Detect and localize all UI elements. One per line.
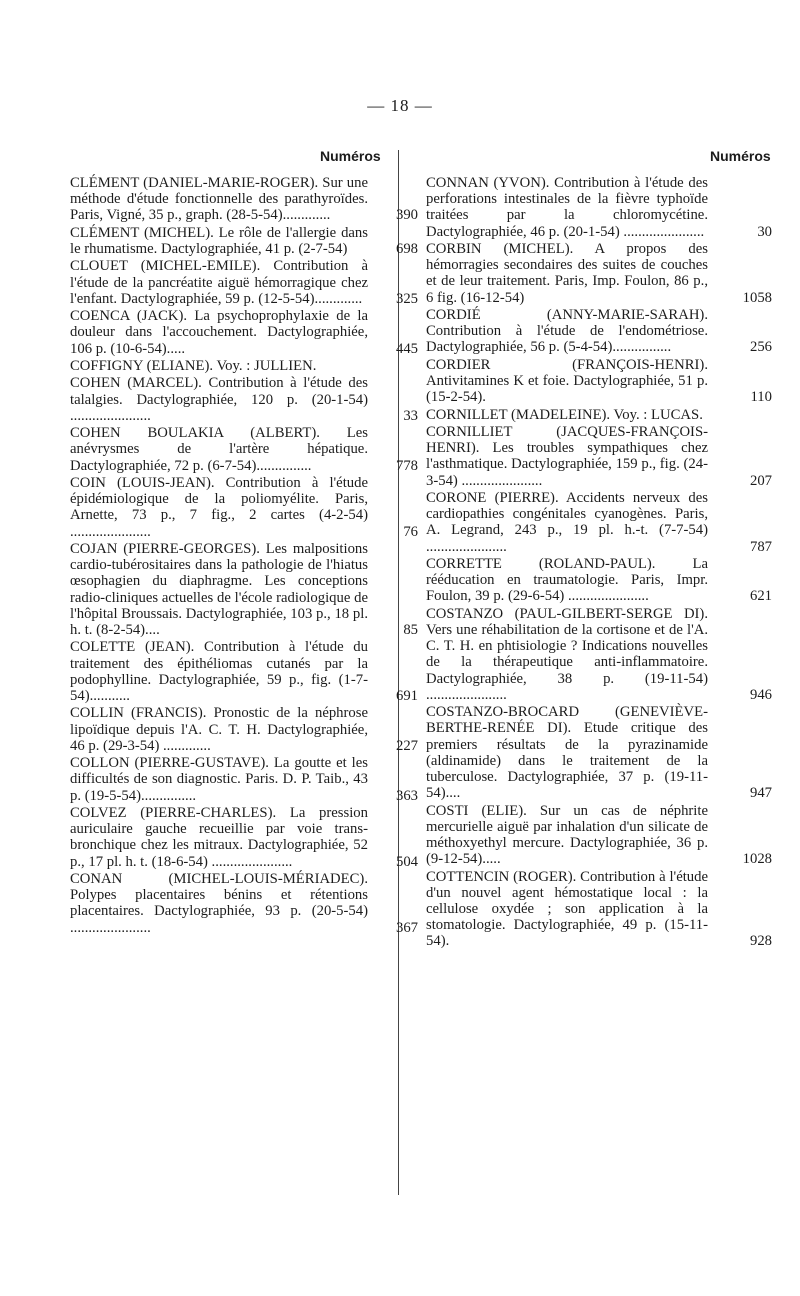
entry-text: COSTANZO-BROCARD (GENEVIÈVE-BERTHE-RENÉE DI). Etude critique des premiers résultats de la pyrazinamide (aldinamide) dans le traitement de la tuberculose. Dactylographiée, 37 p. (19-11-54).... — [426, 704, 708, 802]
entry-number: 227 — [395, 737, 418, 754]
entry-number: 947 — [749, 785, 772, 802]
entry-number: 504 — [395, 853, 418, 870]
entry-number: 928 — [749, 933, 772, 950]
entry-text: CONNAN (YVON). Contribution à l'étude des perforations intestinales de la fièvre typhoïde traitées par la chloromycétine. Dactylographiée, 46 p. (20-1-54) ...................... — [426, 175, 708, 240]
entry-number: 367 — [395, 919, 418, 936]
entry-text: CORDIER (FRANÇOIS-HENRI). Antivitamines K et foie. Dactylographiée, 51 p. (15-2-54). — [426, 356, 708, 406]
bibliography-entry — [70, 258, 418, 307]
entry-text: CORBIN (MICHEL). A propos des hémorragies secondaires des suites de couches et de leur traitement. Paris, Imp. Foulon, 86 p., 6 fig. (16-12-54) — [426, 241, 708, 306]
bibliography-entry — [426, 704, 772, 802]
entry-number: 390 — [395, 207, 418, 224]
entry-number: 946 — [749, 686, 772, 703]
bibliography-entry — [426, 307, 772, 356]
entry-text: COIN (LOUIS-JEAN). Contribution à l'étude épidémiologique de la poliomyélite. Paris, Arnette, 73 p., 7 fig., 2 cartes (4-2-54) ...................... — [70, 474, 368, 540]
bibliography-entry — [70, 224, 418, 257]
entry-text: COLVEZ (PIERRE-CHARLES). La pression auriculaire gauche recueillie par voie trans-bronchique chez les mitraux. Dactylographiée, 52 p., 17 pl. h. t. (18-6-54) ...................... — [70, 804, 368, 870]
entry-text: COENCA (JACK). La psychoprophylaxie de la douleur dans l'accouchement. Dactylographiée, 106 p. (10-6-54)..... — [70, 308, 368, 357]
entry-number: 207 — [749, 472, 772, 489]
entry-number: 1028 — [742, 851, 772, 868]
bibliography-entry — [426, 605, 772, 703]
bibliography-entry — [70, 474, 418, 540]
bibliography-entry — [70, 705, 418, 754]
bibliography-entry — [70, 639, 418, 704]
right-column-header: Numéros — [710, 148, 771, 164]
right-column — [426, 175, 772, 951]
left-column-header: Numéros — [320, 148, 381, 164]
bibliography-entry — [426, 868, 772, 950]
entry-number: 85 — [403, 621, 418, 638]
entry-text: COJAN (PIERRE-GEORGES). Les malpositions cardio-tubérositaires dans la pathologie de l'hiatus œsophagien du diaphragme. Les conceptions radio-cliniques actuelles de l'école radiologique de l'hôpital Broussais. Dactylographiée, 103 p., 18 pl. h. t. (8-2-54).... — [70, 540, 368, 638]
bibliography-entry — [426, 423, 772, 489]
entry-text: CORDIÉ (ANNY-MARIE-SARAH). Contribution à l'étude de l'endométriose. Dactylographiée, 56 p. (5-4-54)................ — [426, 307, 708, 356]
entry-number: 256 — [749, 339, 772, 356]
entry-text: CLÉMENT (DANIEL-MARIE-ROGER). Sur une méthode d'étude fonctionnelle des parathyroïdes. Paris, Vigné, 35 p., graph. (28-5-54)............. — [70, 175, 368, 224]
entry-number: 325 — [395, 290, 418, 307]
entry-text: COLLIN (FRANCIS). Pronostic de la néphrose lipoïdique depuis l'A. C. T. H. Dactylographiée, 46 p. (29-3-54) ............. — [70, 705, 368, 754]
entry-text: CORONE (PIERRE). Accidents nerveux des cardiopathies congénitales cyanogènes. Paris, A. Legrand, 243 p., 19 pl. h.-t. (7-7-54) ...................... — [426, 489, 708, 555]
entry-number: 33 — [403, 407, 418, 424]
entry-text: CONAN (MICHEL-LOUIS-MÉRIADEC). Polypes placentaires bénins et rétentions placentaires. Dactylographiée, 93 p. (20-5-54) ...................... — [70, 870, 368, 936]
entry-number: 778 — [395, 457, 418, 474]
entry-text: COHEN (MARCEL). Contribution à l'étude des talalgies. Dactylographiée, 120 p. (20-1-54) ...................... — [70, 375, 368, 424]
bibliography-entry — [426, 489, 772, 555]
entry-number: 621 — [749, 588, 772, 605]
entry-number: 445 — [395, 340, 418, 357]
entry-number: 110 — [750, 389, 772, 406]
entry-text: CORRETTE (ROLAND-PAUL). La rééducation en traumatologie. Paris, Impr. Foulon, 39 p. (29-6-54) ...................... — [426, 555, 708, 605]
entry-text: CORNILLET (MADELEINE). Voy. : LUCAS. — [426, 406, 703, 423]
bibliography-entry — [70, 804, 418, 870]
entry-text: COLLON (PIERRE-GUSTAVE). La goutte et les difficultés de son diagnostic. Paris. D. P. Taib., 43 p. (19-5-54)............... — [70, 755, 368, 804]
bibliography-entry — [70, 358, 390, 374]
entry-number: 76 — [403, 523, 418, 540]
entry-text: COFFIGNY (ELIANE). Voy. : JULLIEN. — [70, 357, 317, 374]
bibliography-entry — [426, 356, 772, 406]
entry-number: 691 — [395, 687, 418, 704]
bibliography-entry — [70, 175, 418, 224]
entry-text: CLOUET (MICHEL-EMILE). Contribution à l'étude de la pancréatite aiguë hémorragique chez l'enfant. Dactylographiée, 59 p. (12-5-54)............. — [70, 258, 368, 307]
bibliography-entry — [426, 241, 772, 306]
entry-text: COSTI (ELIE). Sur un cas de néphrite mercurielle aiguë par inhalation d'un silicate de méthoxyethyl mercure. Dactylographiée, 36 p. (9-12-54)..... — [426, 802, 708, 868]
bibliography-entry — [426, 555, 772, 605]
entry-text: CORNILLIET (JACQUES-FRANÇOIS-HENRI). Les troubles sympathiques chez l'asthmatique. Dactylographiée, 159 p., fig. (24-3-54) ...................... — [426, 423, 708, 489]
entry-number: 1058 — [742, 289, 772, 306]
bibliography-entry — [426, 802, 772, 868]
bibliography-entry — [70, 425, 418, 474]
page-number: — 18 — — [367, 96, 433, 115]
bibliography-entry — [70, 375, 418, 424]
left-column — [70, 175, 418, 937]
bibliography-entry — [426, 407, 726, 423]
entry-text: COTTENCIN (ROGER). Contribution à l'étude d'un nouvel agent hémostatique local : la cellulose oxydée ; son application à la stomatologie. Dactylographiée, 49 p. (15-11-54). — [426, 868, 708, 950]
bibliography-entry — [426, 175, 772, 240]
bibliography-entry — [70, 540, 418, 638]
entry-number: 30 — [757, 223, 772, 240]
entry-text: COLETTE (JEAN). Contribution à l'étude du traitement des épithéliomas cutanés par la podophylline. Dactylographiée, 59 p., fig. (1-7-54)........... — [70, 639, 368, 704]
bibliography-entry — [70, 870, 418, 936]
entry-text: CLÉMENT (MICHEL). Le rôle de l'allergie dans le rhumatisme. Dactylographiée, 41 p. (2-7-54) — [70, 224, 368, 257]
bibliography-entry — [70, 308, 418, 357]
entry-number: 698 — [395, 241, 418, 257]
entry-number: 787 — [749, 538, 772, 555]
entry-number: 363 — [395, 787, 418, 804]
bibliography-entry — [70, 755, 418, 804]
entry-text: COHEN BOULAKIA (ALBERT). Les anévrysmes de l'artère hépatique. Dactylographiée, 72 p. (6-7-54)............... — [70, 425, 368, 474]
entry-text: COSTANZO (PAUL-GILBERT-SERGE DI). Vers une réhabilitation de la cortisone et de l'A. C. T. H. en phtisiologie ? Indications nouvelles de la thérapeutique anti-inflammatoire. Dactylographiée, 38 p. (19-11-54) ...................... — [426, 605, 708, 703]
